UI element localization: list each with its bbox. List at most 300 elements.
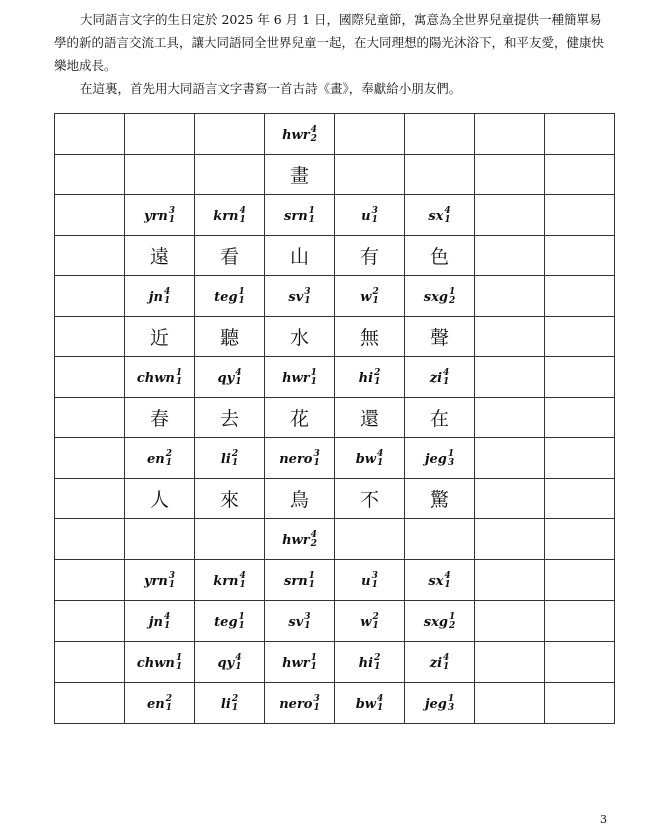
- tone-marks: [240, 572, 246, 590]
- grid-cell: [55, 438, 125, 479]
- grid-cell: [55, 479, 125, 519]
- grid-cell: [125, 601, 195, 642]
- pinyin-base: zi: [429, 370, 443, 386]
- tone-marks: [443, 654, 449, 672]
- pinyin-syllable: [282, 653, 317, 673]
- tone-marks: [374, 369, 380, 387]
- poem-character: 無: [335, 317, 405, 357]
- pinyin-base: hwr: [282, 370, 310, 386]
- pinyin-base: u: [361, 573, 371, 589]
- grid-cell: [545, 642, 615, 683]
- grid-cell: [335, 642, 405, 683]
- tone-subscript: 1: [175, 377, 183, 388]
- pinyin-row: [55, 276, 615, 317]
- grid-cell: [545, 560, 615, 601]
- pinyin-syllable: [213, 571, 246, 591]
- poem-character: 聲: [405, 317, 475, 357]
- tone-subscript: 1: [163, 296, 171, 307]
- pinyin-row: [55, 357, 615, 398]
- grid-cell: [55, 357, 125, 398]
- tone-marks: [372, 572, 378, 590]
- tone-subscript: 1: [308, 215, 315, 226]
- grid-cell: [545, 683, 615, 724]
- pinyin-base: en: [147, 696, 165, 712]
- grid-cell: [405, 601, 475, 642]
- pinyin-base: hwr: [282, 532, 310, 548]
- tone-marks: [304, 613, 310, 631]
- grid-cell: [265, 601, 335, 642]
- grid-cell: [265, 438, 335, 479]
- pinyin-base: li: [220, 696, 231, 712]
- pinyin-base: krn: [213, 208, 239, 224]
- tone-superscript: 4: [163, 287, 171, 298]
- tone-marks: [232, 695, 238, 713]
- grid-cell: [545, 519, 615, 560]
- poem-character: 還: [335, 398, 405, 438]
- pinyin-syllable: [288, 612, 311, 632]
- grid-cell: [125, 114, 195, 155]
- grid-cell: [545, 236, 615, 276]
- tone-superscript: 4: [239, 571, 246, 582]
- tone-marks: [232, 450, 238, 468]
- tone-subscript: 1: [443, 662, 450, 673]
- character-row: [55, 398, 615, 438]
- pinyin-syllable: [136, 368, 183, 388]
- pinyin-base: qy: [217, 370, 235, 386]
- grid-cell: [265, 114, 335, 155]
- tone-superscript: 1: [447, 694, 455, 705]
- grid-cell: [195, 642, 265, 683]
- pinyin-syllable: [220, 694, 239, 714]
- poem-character: 聽: [195, 317, 265, 357]
- poem-character: 鳥: [265, 479, 335, 519]
- pinyin-base: bw: [355, 696, 376, 712]
- grid-cell: [55, 276, 125, 317]
- pinyin-syllable: [423, 612, 456, 632]
- tone-marks: [239, 613, 245, 631]
- pinyin-base: hi: [358, 370, 374, 386]
- tone-marks: [169, 572, 175, 590]
- pinyin-syllable: [143, 571, 176, 591]
- tone-superscript: 1: [310, 368, 317, 379]
- tone-subscript: 1: [168, 580, 176, 591]
- pinyin-base: sxg: [423, 289, 448, 305]
- tone-marks: [444, 572, 450, 590]
- tone-marks: [449, 288, 455, 306]
- tone-marks: [377, 450, 383, 468]
- intro-text: [54, 8, 614, 100]
- grid-cell: [545, 155, 615, 195]
- tone-subscript: 1: [371, 580, 378, 591]
- tone-superscript: 4: [310, 530, 317, 541]
- tone-superscript: 4: [310, 125, 317, 136]
- grid-cell: [55, 601, 125, 642]
- pinyin-row: [55, 438, 615, 479]
- tone-subscript: 1: [313, 458, 320, 469]
- tone-marks: [164, 288, 170, 306]
- tone-superscript: 2: [374, 368, 381, 379]
- grid-cell: [335, 601, 405, 642]
- grid-cell: [405, 155, 475, 195]
- poem-character: 遠: [125, 236, 195, 276]
- grid-cell: [265, 276, 335, 317]
- grid-cell: [405, 560, 475, 601]
- tone-superscript: 3: [313, 694, 320, 705]
- tone-marks: [166, 450, 172, 468]
- grid-cell: [265, 195, 335, 236]
- grid-cell: [335, 357, 405, 398]
- tone-subscript: 1: [444, 580, 451, 591]
- poem-character: 山: [265, 236, 335, 276]
- tone-marks: [304, 288, 310, 306]
- pinyin-base: sx: [428, 573, 444, 589]
- tone-superscript: 4: [377, 694, 384, 705]
- tone-subscript: 1: [165, 458, 172, 469]
- poem-character: 來: [195, 479, 265, 519]
- pinyin-syllable: [423, 287, 456, 307]
- tone-marks: [313, 695, 319, 713]
- tone-superscript: 4: [444, 206, 451, 217]
- tone-marks: [309, 207, 315, 225]
- tone-superscript: 1: [308, 206, 315, 217]
- pinyin-syllable: [355, 449, 384, 469]
- grid-cell: [335, 438, 405, 479]
- poem-character: 人: [125, 479, 195, 519]
- pinyin-base: teg: [214, 289, 238, 305]
- grid-cell: [335, 276, 405, 317]
- tone-superscript: 3: [371, 206, 378, 217]
- tone-subscript: 1: [443, 377, 450, 388]
- pinyin-syllable: [279, 449, 320, 469]
- grid-cell: [195, 601, 265, 642]
- pinyin-row: [55, 195, 615, 236]
- grid-cell: [55, 317, 125, 357]
- pinyin-syllable: [358, 653, 381, 673]
- grid-cell: [475, 560, 545, 601]
- tone-subscript: 1: [163, 621, 171, 632]
- grid-cell: [195, 155, 265, 195]
- tone-subscript: 1: [304, 621, 311, 632]
- grid-cell: [195, 519, 265, 560]
- character-row: [55, 236, 615, 276]
- tone-superscript: 1: [238, 612, 245, 623]
- tone-subscript: 1: [238, 621, 245, 632]
- tone-superscript: 3: [304, 287, 311, 298]
- pinyin-base: sv: [288, 614, 304, 630]
- character-row: [55, 479, 615, 519]
- grid-cell: [195, 683, 265, 724]
- tone-subscript: 1: [372, 296, 379, 307]
- tone-marks: [176, 369, 182, 387]
- tone-subscript: 1: [377, 703, 384, 714]
- grid-cell: [265, 560, 335, 601]
- grid-cell: [335, 195, 405, 236]
- tone-marks: [443, 369, 449, 387]
- tone-subscript: 1: [444, 215, 451, 226]
- tone-subscript: 1: [374, 377, 381, 388]
- tone-subscript: 3: [447, 458, 455, 469]
- tone-marks: [311, 654, 317, 672]
- grid-cell: [475, 398, 545, 438]
- grid-cell: [195, 195, 265, 236]
- grid-cell: [125, 195, 195, 236]
- grid-cell: [195, 438, 265, 479]
- pinyin-base: nero: [279, 696, 313, 712]
- intro-paragraph-2: 在這裏，首先用大同語言文字書寫一首古詩《畫》，奉獻給小朋友們。: [80, 81, 462, 96]
- pinyin-syllable: [355, 694, 384, 714]
- tone-superscript: 2: [165, 449, 172, 460]
- pinyin-base: nero: [279, 451, 313, 467]
- grid-cell: [475, 195, 545, 236]
- tone-superscript: 4: [235, 653, 242, 664]
- pinyin-syllable: [361, 571, 378, 591]
- tone-marks: [374, 654, 380, 672]
- grid-cell: [545, 114, 615, 155]
- tone-marks: [313, 450, 319, 468]
- pinyin-syllable: [136, 653, 183, 673]
- tone-superscript: 2: [372, 612, 379, 623]
- pinyin-syllable: [213, 206, 246, 226]
- grid-cell: [55, 195, 125, 236]
- tone-marks: [235, 369, 241, 387]
- grid-cell: [475, 155, 545, 195]
- grid-cell: [405, 642, 475, 683]
- tone-superscript: 3: [168, 206, 176, 217]
- pinyin-row: [55, 683, 615, 724]
- grid-cell: [405, 683, 475, 724]
- pinyin-base: jn: [148, 289, 163, 305]
- tone-superscript: 2: [374, 653, 381, 664]
- tone-subscript: 1: [372, 621, 379, 632]
- tone-superscript: 1: [448, 287, 456, 298]
- pinyin-syllable: [282, 125, 317, 145]
- grid-cell: [125, 560, 195, 601]
- pinyin-base: bw: [355, 451, 376, 467]
- pinyin-syllable: [279, 694, 320, 714]
- grid-cell: [475, 317, 545, 357]
- tone-superscript: 4: [444, 571, 451, 582]
- grid-cell: [55, 236, 125, 276]
- grid-cell: [475, 601, 545, 642]
- tone-superscript: 4: [377, 449, 384, 460]
- poem-character: 色: [405, 236, 475, 276]
- pinyin-syllable: [424, 449, 455, 469]
- tone-superscript: 1: [175, 653, 183, 664]
- tone-superscript: 1: [238, 287, 245, 298]
- tone-subscript: 1: [374, 662, 381, 673]
- pinyin-base: w: [360, 289, 372, 305]
- grid-cell: [475, 519, 545, 560]
- pinyin-base: u: [361, 208, 371, 224]
- pinyin-syllable: [360, 287, 379, 307]
- grid-cell: [125, 276, 195, 317]
- tone-superscript: 2: [231, 694, 239, 705]
- tone-subscript: 1: [371, 215, 378, 226]
- pinyin-base: srn: [284, 573, 308, 589]
- pinyin-base: w: [360, 614, 372, 630]
- pinyin-syllable: [282, 530, 317, 550]
- grid-cell: [335, 519, 405, 560]
- pinyin-syllable: [284, 571, 315, 591]
- grid-cell: [125, 642, 195, 683]
- pinyin-base: jn: [148, 614, 163, 630]
- grid-cell: [545, 398, 615, 438]
- tone-superscript: 2: [231, 449, 239, 460]
- pinyin-syllable: [148, 287, 171, 307]
- grid-cell: [545, 276, 615, 317]
- grid-cell: [335, 114, 405, 155]
- pinyin-syllable: [147, 694, 172, 714]
- grid-cell: [55, 155, 125, 195]
- pinyin-syllable: [361, 206, 378, 226]
- tone-subscript: 1: [239, 580, 246, 591]
- tone-marks: [448, 450, 454, 468]
- tone-superscript: 2: [372, 287, 379, 298]
- tone-marks: [235, 654, 241, 672]
- grid-cell: [545, 438, 615, 479]
- tone-marks: [239, 288, 245, 306]
- poem-character: 水: [265, 317, 335, 357]
- grid-cell: [405, 519, 475, 560]
- pinyin-row: [55, 114, 615, 155]
- pinyin-base: krn: [213, 573, 239, 589]
- pinyin-base: srn: [284, 208, 308, 224]
- tone-marks: [311, 369, 317, 387]
- poem-character: 花: [265, 398, 335, 438]
- pinyin-syllable: [282, 368, 317, 388]
- pinyin-base: hwr: [282, 655, 310, 671]
- tone-subscript: 1: [235, 662, 242, 673]
- pinyin-syllable: [217, 653, 242, 673]
- grid-cell: [195, 114, 265, 155]
- grid-cell: [265, 642, 335, 683]
- tone-superscript: 4: [235, 368, 242, 379]
- grid-cell: [475, 438, 545, 479]
- grid-cell: [475, 479, 545, 519]
- tone-marks: [372, 207, 378, 225]
- tone-subscript: 1: [310, 377, 317, 388]
- grid-cell: [335, 155, 405, 195]
- grid-cell: [335, 560, 405, 601]
- tone-superscript: 2: [165, 694, 172, 705]
- tone-marks: [166, 695, 172, 713]
- tone-subscript: 2: [310, 134, 317, 145]
- grid-cell: [55, 114, 125, 155]
- page-number: 3: [600, 813, 607, 826]
- tone-superscript: 1: [308, 571, 315, 582]
- grid-cell: [265, 519, 335, 560]
- poem-character: 不: [335, 479, 405, 519]
- grid-cell: [195, 357, 265, 398]
- pinyin-syllable: [147, 449, 172, 469]
- grid-cell: [545, 357, 615, 398]
- tone-superscript: 4: [443, 653, 450, 664]
- tone-marks: [372, 613, 378, 631]
- grid-cell: [125, 357, 195, 398]
- grid-cell: [195, 276, 265, 317]
- grid-cell: [55, 683, 125, 724]
- pinyin-base: sx: [428, 208, 444, 224]
- pinyin-syllable: [143, 206, 176, 226]
- tone-superscript: 1: [448, 612, 456, 623]
- pinyin-base: yrn: [143, 208, 168, 224]
- tone-subscript: 1: [168, 215, 176, 226]
- pinyin-base: li: [220, 451, 231, 467]
- grid-cell: [405, 357, 475, 398]
- grid-cell: [475, 642, 545, 683]
- tone-subscript: 1: [165, 703, 172, 714]
- grid-cell: [265, 683, 335, 724]
- grid-cell: [475, 276, 545, 317]
- tone-marks: [444, 207, 450, 225]
- pinyin-syllable: [217, 368, 242, 388]
- pinyin-row: [55, 560, 615, 601]
- pinyin-base: sxg: [423, 614, 448, 630]
- pinyin-syllable: [424, 694, 455, 714]
- grid-cell: [55, 398, 125, 438]
- poem-character: 看: [195, 236, 265, 276]
- pinyin-syllable: [148, 612, 171, 632]
- tone-superscript: 4: [443, 368, 450, 379]
- poem-character: 去: [195, 398, 265, 438]
- grid-cell: [545, 317, 615, 357]
- poem-character: 近: [125, 317, 195, 357]
- tone-subscript: 1: [310, 662, 317, 673]
- tone-superscript: 3: [371, 571, 378, 582]
- grid-cell: [405, 195, 475, 236]
- pinyin-syllable: [214, 612, 245, 632]
- poem-character: 有: [335, 236, 405, 276]
- pinyin-base: hwr: [282, 127, 310, 143]
- tone-marks: [311, 126, 317, 144]
- intro-paragraph-1: 大同語言文字的生日定於 2025 年 6 月 1 日，國際兒童節，寓意為全世界兒童提供一種簡單易學的新的語言交流工具，讓大同語同全世界兒童一起，在大同理想的陽光沐浴下，和平友愛，健康快樂地成長。: [54, 12, 605, 73]
- grid-cell: [475, 114, 545, 155]
- pinyin-syllable: [220, 449, 239, 469]
- grid-cell: [125, 683, 195, 724]
- grid-cell: [55, 519, 125, 560]
- tone-marks: [372, 288, 378, 306]
- pinyin-base: hi: [358, 655, 374, 671]
- grid-cell: [475, 236, 545, 276]
- pinyin-base: zi: [429, 655, 443, 671]
- poem-grid: [54, 113, 615, 724]
- pinyin-base: en: [147, 451, 165, 467]
- tone-subscript: 1: [238, 296, 245, 307]
- tone-superscript: 4: [163, 612, 171, 623]
- tone-subscript: 3: [447, 703, 455, 714]
- grid-cell: [125, 519, 195, 560]
- grid-cell: [405, 438, 475, 479]
- grid-cell: [195, 560, 265, 601]
- grid-cell: [475, 683, 545, 724]
- character-row: [55, 155, 615, 195]
- tone-superscript: 1: [310, 653, 317, 664]
- tone-subscript: 2: [310, 539, 317, 550]
- grid-cell: [55, 642, 125, 683]
- pinyin-syllable: [360, 612, 379, 632]
- tone-subscript: 1: [308, 580, 315, 591]
- character-row: [55, 317, 615, 357]
- tone-subscript: 1: [239, 215, 246, 226]
- pinyin-syllable: [358, 368, 381, 388]
- tone-marks: [449, 613, 455, 631]
- poem-character: 在: [405, 398, 475, 438]
- grid-cell: [405, 276, 475, 317]
- grid-cell: [335, 683, 405, 724]
- pinyin-base: chwn: [136, 370, 175, 386]
- grid-cell: [265, 357, 335, 398]
- pinyin-row: [55, 642, 615, 683]
